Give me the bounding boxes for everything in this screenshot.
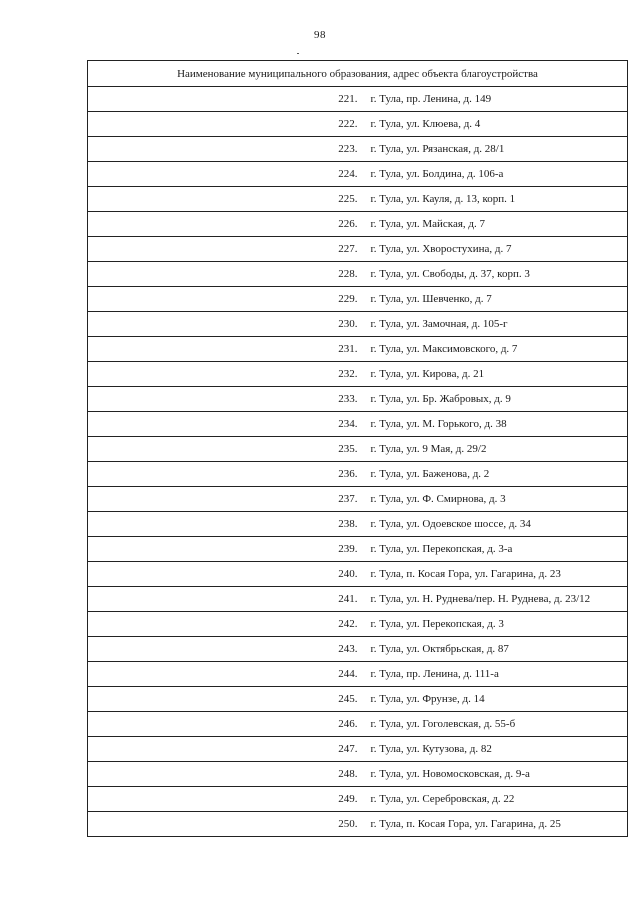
- table-header: Наименование муниципального образования, адрес объекта благоустройства: [88, 61, 628, 87]
- row-number: 233.: [88, 387, 358, 412]
- address-table: [87, 60, 628, 837]
- row-address: г. Тула, ул. Кирова, д. 21: [358, 362, 628, 387]
- row-address: г. Тула, пр. Ленина, д. 111-а: [358, 662, 628, 687]
- row-number: 232.: [88, 362, 358, 387]
- table-row: [88, 112, 628, 137]
- table-row: [88, 562, 628, 587]
- row-number: 234.: [88, 412, 358, 437]
- row-number: 239.: [88, 537, 358, 562]
- row-number: 226.: [88, 212, 358, 237]
- row-number: 222.: [88, 112, 358, 137]
- row-address: г. Тула, ул. Ф. Смирнова, д. 3: [358, 487, 628, 512]
- table-row: [88, 787, 628, 812]
- table-row: [88, 612, 628, 637]
- row-number: 244.: [88, 662, 358, 687]
- row-number: 243.: [88, 637, 358, 662]
- table-row: [88, 762, 628, 787]
- row-number: 250.: [88, 812, 358, 837]
- row-address: г. Тула, ул. Кауля, д. 13, корп. 1: [358, 187, 628, 212]
- table-row: [88, 262, 628, 287]
- table-row: [88, 637, 628, 662]
- row-address: г. Тула, ул. Серебровская, д. 22: [358, 787, 628, 812]
- row-address: г. Тула, ул. Свободы, д. 37, корп. 3: [358, 262, 628, 287]
- table-row: [88, 712, 628, 737]
- row-number: 249.: [88, 787, 358, 812]
- table-row: [88, 437, 628, 462]
- table-row: [88, 462, 628, 487]
- row-address: г. Тула, пр. Ленина, д. 149: [358, 87, 628, 112]
- table-row: [88, 412, 628, 437]
- row-number: 248.: [88, 762, 358, 787]
- table-row: [88, 287, 628, 312]
- row-address: г. Тула, ул. Замочная, д. 105-г: [358, 312, 628, 337]
- table-row: [88, 487, 628, 512]
- row-address: г. Тула, ул. Майская, д. 7: [358, 212, 628, 237]
- table-row: [88, 587, 628, 612]
- table-row: [88, 212, 628, 237]
- row-number: 224.: [88, 162, 358, 187]
- row-address: г. Тула, ул. 9 Мая, д. 29/2: [358, 437, 628, 462]
- row-address: г. Тула, ул. Рязанская, д. 28/1: [358, 137, 628, 162]
- row-number: 236.: [88, 462, 358, 487]
- row-address: г. Тула, ул. Новомосковская, д. 9-а: [358, 762, 628, 787]
- row-address: г. Тула, ул. Н. Руднева/пер. Н. Руднева, д. 23/12: [358, 587, 628, 612]
- table-row: [88, 812, 628, 837]
- row-number: 223.: [88, 137, 358, 162]
- row-number: 235.: [88, 437, 358, 462]
- table-row: [88, 362, 628, 387]
- table-row: [88, 162, 628, 187]
- row-address: г. Тула, ул. Гоголевская, д. 55-б: [358, 712, 628, 737]
- row-number: 230.: [88, 312, 358, 337]
- row-number: 240.: [88, 562, 358, 587]
- row-number: 237.: [88, 487, 358, 512]
- table-row: [88, 337, 628, 362]
- row-address: г. Тула, ул. Фрунзе, д. 14: [358, 687, 628, 712]
- table-row: [88, 512, 628, 537]
- row-number: 238.: [88, 512, 358, 537]
- row-number: 227.: [88, 237, 358, 262]
- row-address: г. Тула, ул. Перекопская, д. 3-а: [358, 537, 628, 562]
- page-number: 98: [314, 29, 326, 41]
- row-address: г. Тула, ул. Клюева, д. 4: [358, 112, 628, 137]
- table-row: [88, 537, 628, 562]
- scan-artifact: [297, 53, 299, 54]
- row-number: 229.: [88, 287, 358, 312]
- row-address: г. Тула, п. Косая Гора, ул. Гагарина, д. 23: [358, 562, 628, 587]
- row-address: г. Тула, ул. Максимовского, д. 7: [358, 337, 628, 362]
- row-number: 245.: [88, 687, 358, 712]
- row-address: г. Тула, ул. Шевченко, д. 7: [358, 287, 628, 312]
- table-row: [88, 237, 628, 262]
- row-number: 247.: [88, 737, 358, 762]
- table-row: [88, 687, 628, 712]
- table-row: [88, 737, 628, 762]
- table-row: [88, 87, 628, 112]
- row-number: 246.: [88, 712, 358, 737]
- row-number: 241.: [88, 587, 358, 612]
- row-number: 231.: [88, 337, 358, 362]
- row-number: 242.: [88, 612, 358, 637]
- row-number: 228.: [88, 262, 358, 287]
- table-row: [88, 662, 628, 687]
- row-address: г. Тула, ул. Бр. Жабровых, д. 9: [358, 387, 628, 412]
- table-row: [88, 312, 628, 337]
- table-body: [88, 87, 628, 837]
- row-address: г. Тула, ул. Хворостухина, д. 7: [358, 237, 628, 262]
- row-address: г. Тула, ул. Баженова, д. 2: [358, 462, 628, 487]
- row-address: г. Тула, ул. М. Горького, д. 38: [358, 412, 628, 437]
- row-number: 221.: [88, 87, 358, 112]
- table-row: [88, 137, 628, 162]
- row-address: г. Тула, ул. Перекопская, д. 3: [358, 612, 628, 637]
- row-address: г. Тула, ул. Кутузова, д. 82: [358, 737, 628, 762]
- row-address: г. Тула, ул. Октябрьская, д. 87: [358, 637, 628, 662]
- row-number: 225.: [88, 187, 358, 212]
- row-address: г. Тула, ул. Болдина, д. 106-а: [358, 162, 628, 187]
- table-header-row: [88, 61, 628, 87]
- table-row: [88, 387, 628, 412]
- row-address: г. Тула, ул. Одоевское шоссе, д. 34: [358, 512, 628, 537]
- table-row: [88, 187, 628, 212]
- row-address: г. Тула, п. Косая Гора, ул. Гагарина, д. 25: [358, 812, 628, 837]
